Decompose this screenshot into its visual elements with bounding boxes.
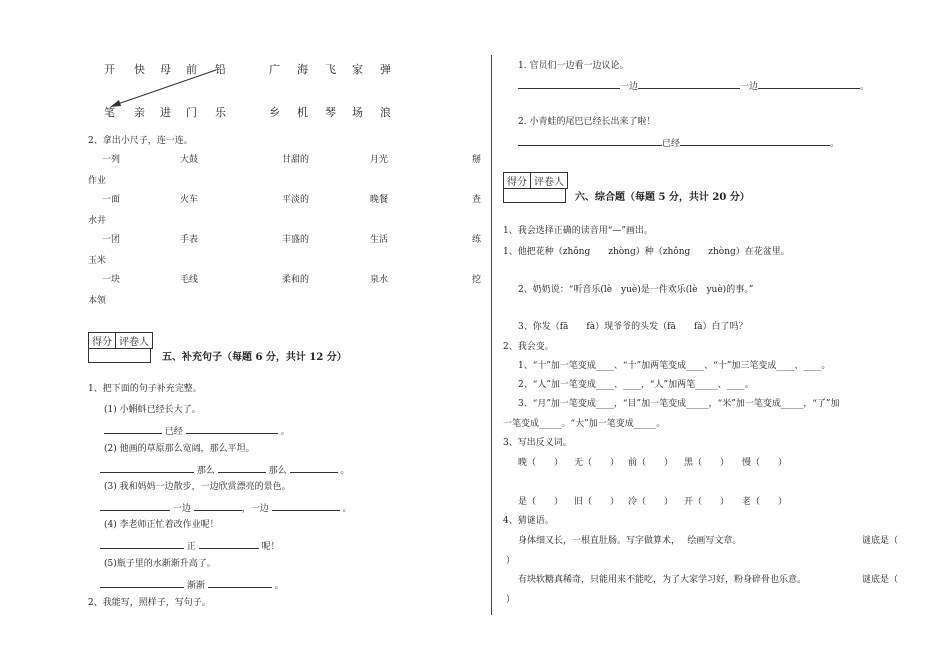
antonym-item[interactable]: 前（ ）: [628, 458, 674, 468]
fill-word: 已经: [662, 139, 681, 149]
antonym-item[interactable]: 晚（ ）: [518, 458, 564, 468]
char: 场: [352, 106, 363, 119]
connect-cell: 大鼓: [180, 155, 199, 165]
char: 飞: [325, 63, 336, 76]
char: 门: [186, 106, 197, 119]
connect-cell: 月光: [370, 155, 389, 165]
fill-word: 已经: [164, 427, 183, 437]
score-box-blank[interactable]: [503, 188, 566, 203]
char: 家: [352, 63, 363, 76]
char: 乐: [215, 106, 226, 119]
antonym-item[interactable]: 是（ ）: [518, 497, 564, 507]
char: 机: [297, 106, 308, 119]
prompt-1: (1) 小蝌蚪已经长大了。: [104, 405, 201, 415]
connect-cell: 掰: [472, 155, 482, 165]
prompt-3: (3) 我和妈妈一边散步，一边欣赏漂亮的景色。: [104, 482, 291, 492]
fill-end: 。: [340, 466, 350, 476]
fill-word: 那么: [268, 466, 287, 476]
right-prompt-2: 2. 小青蛙的尾巴已经长出来了啦！: [518, 117, 656, 127]
connect-cell: 生活: [370, 235, 389, 245]
connect-cell: 一面: [102, 195, 121, 205]
score-box: [503, 172, 568, 189]
connect-cell: 查: [472, 195, 482, 205]
fill-end: 。: [274, 581, 284, 591]
connect-cell: 泉水: [370, 275, 389, 285]
right-answer-line-2[interactable]: [518, 137, 839, 150]
section-6-q1c: 3、你发（fā fà）现爷爷的头发（fā fà）白了吗？: [518, 322, 748, 332]
connect-cell: 甘甜的: [282, 155, 310, 165]
antonym-item[interactable]: 老（ ）: [742, 497, 788, 507]
antonym-item[interactable]: 冷（ ）: [628, 497, 674, 507]
antonym-item[interactable]: 无（ ）: [574, 458, 620, 468]
section-6-heading: 六、综合题（每题 5 分，共计 20 分）: [575, 192, 750, 203]
connect-cell: 毛线: [180, 275, 199, 285]
fill-word: 一边: [620, 82, 639, 92]
riddle-1-answer[interactable]: 谜底是（: [862, 536, 899, 546]
antonym-item[interactable]: 黑（ ）: [684, 458, 730, 468]
fill-end: 。: [280, 427, 290, 437]
connect-cell: 晚餐: [370, 195, 389, 205]
score-box-blank[interactable]: [88, 348, 151, 363]
fill-word: 一边: [740, 82, 759, 92]
section-5-q2: 2、我能写，照样子，写句子。: [88, 598, 211, 608]
riddle-1: 身体细又长，一根直肚肠。写字做算术， 绘画写文章。: [518, 536, 742, 546]
connect-cell: 练: [472, 235, 482, 245]
riddle-1-close: ）: [506, 556, 516, 566]
char: 浪: [380, 106, 391, 119]
answer-line-5[interactable]: [100, 579, 284, 592]
section-6-q2: 2、我会变。: [503, 342, 554, 352]
question-2-title: 2、拿出小尺子，连一连。: [88, 136, 193, 146]
char: 弹: [380, 63, 391, 76]
grader-label: 评卷人: [115, 333, 152, 348]
char: 琴: [325, 106, 336, 119]
section-6-q2a: 1、“十”加一笔变成____、“十”加两笔变成____、“十”加三笔变成____、____。: [518, 361, 831, 371]
connect-cell: 手表: [180, 235, 199, 245]
fill-word: 渐渐: [186, 581, 205, 591]
grader-label: 评卷人: [530, 173, 567, 188]
antonym-item[interactable]: 旧（ ）: [574, 497, 620, 507]
connect-cell: 火车: [180, 195, 199, 205]
connect-cell: 平淡的: [282, 195, 310, 205]
section-6-q2c2: 一笔变成_____。“大”加一笔变成_____。: [503, 419, 666, 429]
connect-cell: 一块: [102, 275, 121, 285]
column-divider: [491, 55, 492, 615]
connect-cell: 丰盛的: [282, 235, 310, 245]
riddle-2-close: ）: [506, 595, 516, 605]
char: 铅: [215, 63, 226, 76]
connect-cell: 玉米: [88, 256, 107, 266]
fill-word: 正: [186, 542, 196, 552]
answer-line-4[interactable]: [100, 540, 280, 553]
prompt-4: (4) 李老师正忙着改作业呢！: [104, 520, 219, 530]
connect-cell: 一团: [102, 235, 121, 245]
fill-word: 一边: [172, 504, 191, 514]
char: 乡: [269, 106, 280, 119]
section-6-q4: 4、猜谜语。: [503, 516, 554, 526]
section-6-q1a: 1、他把花种（zhǒng zhòng）种（zhǒng zhòng）在花盆里。: [503, 247, 790, 257]
fill-end: 。: [860, 82, 870, 92]
antonym-item[interactable]: 开（ ）: [684, 497, 730, 507]
riddle-2: 有块软糖真稀奇，只能用来不能吃，为了大家学习好，粉身碎骨也乐意。: [518, 575, 807, 585]
section-6-q2c1: 3、“月”加一笔变成____，“目”加一笔变成_____，“米”加一笔变成_____，“了”加: [518, 399, 840, 409]
char: 广: [269, 63, 280, 76]
right-answer-line-1[interactable]: [518, 80, 869, 93]
section-6-q2b: 2、“人”加一笔变成____、____，“人”加两笔_____、____。: [518, 380, 754, 390]
prompt-2: (2) 他画的草原那么宽阔，那么平坦。: [104, 444, 255, 454]
fill-word: ，一边: [241, 504, 269, 514]
antonym-item[interactable]: 慢（ ）: [742, 458, 788, 468]
fill-end: 。: [830, 139, 840, 149]
score-label: 得分: [507, 177, 527, 188]
connect-cell: 挖: [472, 275, 482, 285]
section-5-heading: 五、补充句子（每题 6 分，共计 12 分）: [162, 352, 347, 363]
fill-word: 那么: [196, 466, 215, 476]
connect-cell: 本领: [88, 296, 107, 306]
connect-cell: 水井: [88, 216, 107, 226]
char: 开: [104, 63, 115, 76]
char: 进: [160, 106, 171, 119]
connect-cell: 作业: [88, 176, 107, 186]
score-label: 得分: [92, 337, 112, 348]
answer-line-2[interactable]: [100, 464, 349, 477]
answer-line-3[interactable]: [100, 502, 352, 515]
char: 海: [297, 63, 308, 76]
prompt-5: (5)瓶子里的水渐渐升高了。: [104, 559, 216, 569]
connect-cell: 柔和的: [282, 275, 310, 285]
score-box: [88, 332, 153, 349]
connect-cell: 一列: [102, 155, 121, 165]
fill-end: 。: [342, 504, 352, 514]
riddle-2-answer[interactable]: 谜底是（: [862, 575, 899, 585]
char: 母: [160, 63, 171, 76]
answer-line-1[interactable]: [104, 425, 290, 438]
char: 亲: [134, 106, 145, 119]
char: 快: [134, 63, 145, 76]
char: 前: [186, 63, 197, 76]
char: 笔: [104, 106, 115, 119]
section-6-q3: 3、写出反义词。: [503, 438, 572, 448]
section-5-q1: 1、把下面的句子补充完整。: [88, 384, 202, 394]
right-prompt-1: 1. 官员们一边看一边议论。: [518, 61, 629, 71]
fill-end: 呢！: [261, 542, 280, 552]
section-6-q1b: 2、奶奶说：“听音乐(lè yuè)是一件欢乐(lè yuè)的事。”: [518, 285, 754, 295]
section-6-q1: 1、我会选择正确的读音用“—”画出。: [503, 226, 653, 236]
